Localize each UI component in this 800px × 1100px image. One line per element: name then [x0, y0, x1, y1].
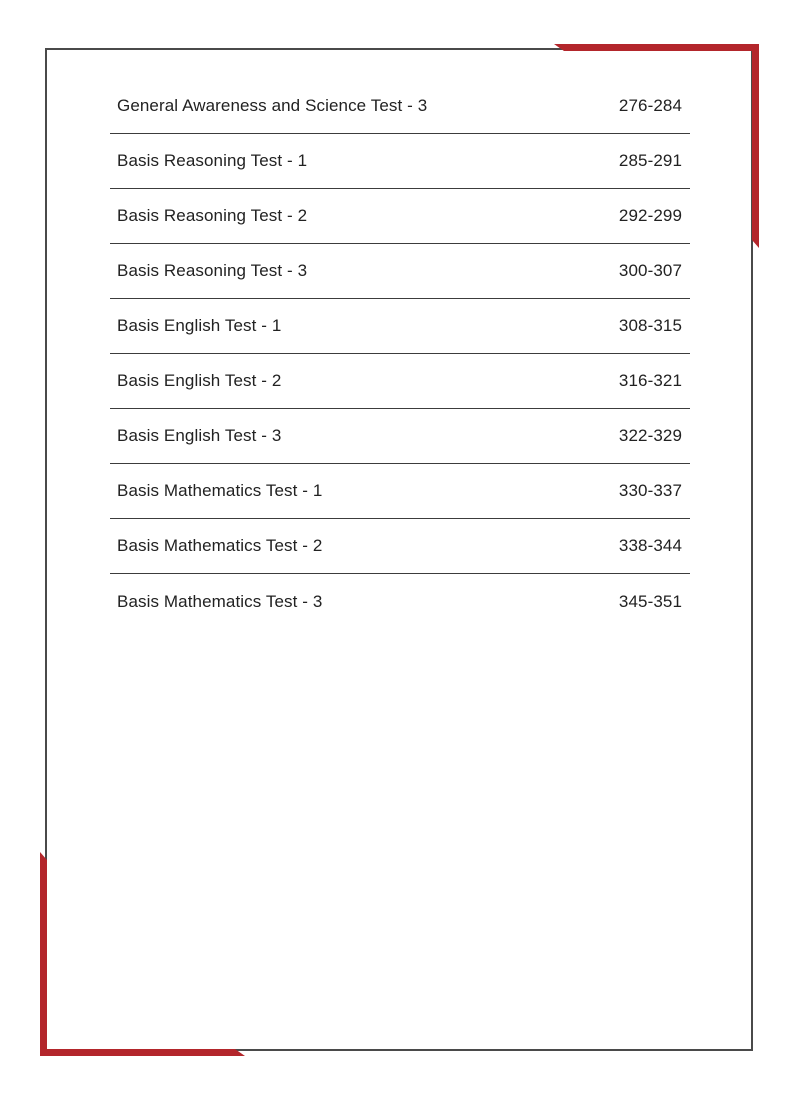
toc-entry-title: Basis Mathematics Test - 1: [117, 481, 323, 500]
toc-entry-pages: 285-291: [618, 151, 682, 170]
toc-entry-pages: 292-299: [618, 206, 682, 225]
toc-entry-pages: 276-284: [618, 96, 682, 115]
toc-row: [110, 134, 690, 189]
corner-accent-top-right-horizontal: [554, 44, 759, 51]
table-of-contents: [110, 79, 690, 629]
toc-row: [110, 574, 690, 629]
corner-accent-bottom-left-horizontal: [40, 1049, 245, 1056]
toc-entry-title: Basis English Test - 3: [117, 426, 282, 445]
toc-entry-pages: 300-307: [618, 261, 682, 280]
toc-row: [110, 519, 690, 574]
toc-row: [110, 244, 690, 299]
toc-entry-title: Basis English Test - 2: [117, 371, 282, 390]
toc-entry-title: Basis Reasoning Test - 2: [117, 206, 308, 225]
toc-row: [110, 79, 690, 134]
toc-entry-title: Basis English Test - 1: [117, 316, 282, 335]
toc-entry-title: General Awareness and Science Test - 3: [117, 96, 428, 115]
toc-entry-pages: 330-337: [618, 481, 682, 500]
toc-entry-title: Basis Mathematics Test - 2: [117, 536, 323, 555]
toc-entry-pages: 322-329: [618, 426, 682, 445]
toc-row: [110, 299, 690, 354]
toc-entry-title: Basis Mathematics Test - 3: [117, 591, 323, 611]
toc-entry-pages: 338-344: [618, 536, 682, 555]
toc-row: [110, 464, 690, 519]
toc-entry-pages: 345-351: [618, 591, 682, 611]
toc-row: [110, 409, 690, 464]
toc-entry-title: Basis Reasoning Test - 1: [117, 151, 308, 170]
toc-entry-title: Basis Reasoning Test - 3: [117, 261, 308, 280]
toc-entry-pages: 316-321: [618, 371, 682, 390]
toc-row: [110, 189, 690, 244]
corner-accent-top-right-vertical: [752, 44, 759, 248]
toc-entry-pages: 308-315: [618, 316, 682, 335]
toc-row: [110, 354, 690, 409]
corner-accent-bottom-left-vertical: [40, 852, 47, 1056]
